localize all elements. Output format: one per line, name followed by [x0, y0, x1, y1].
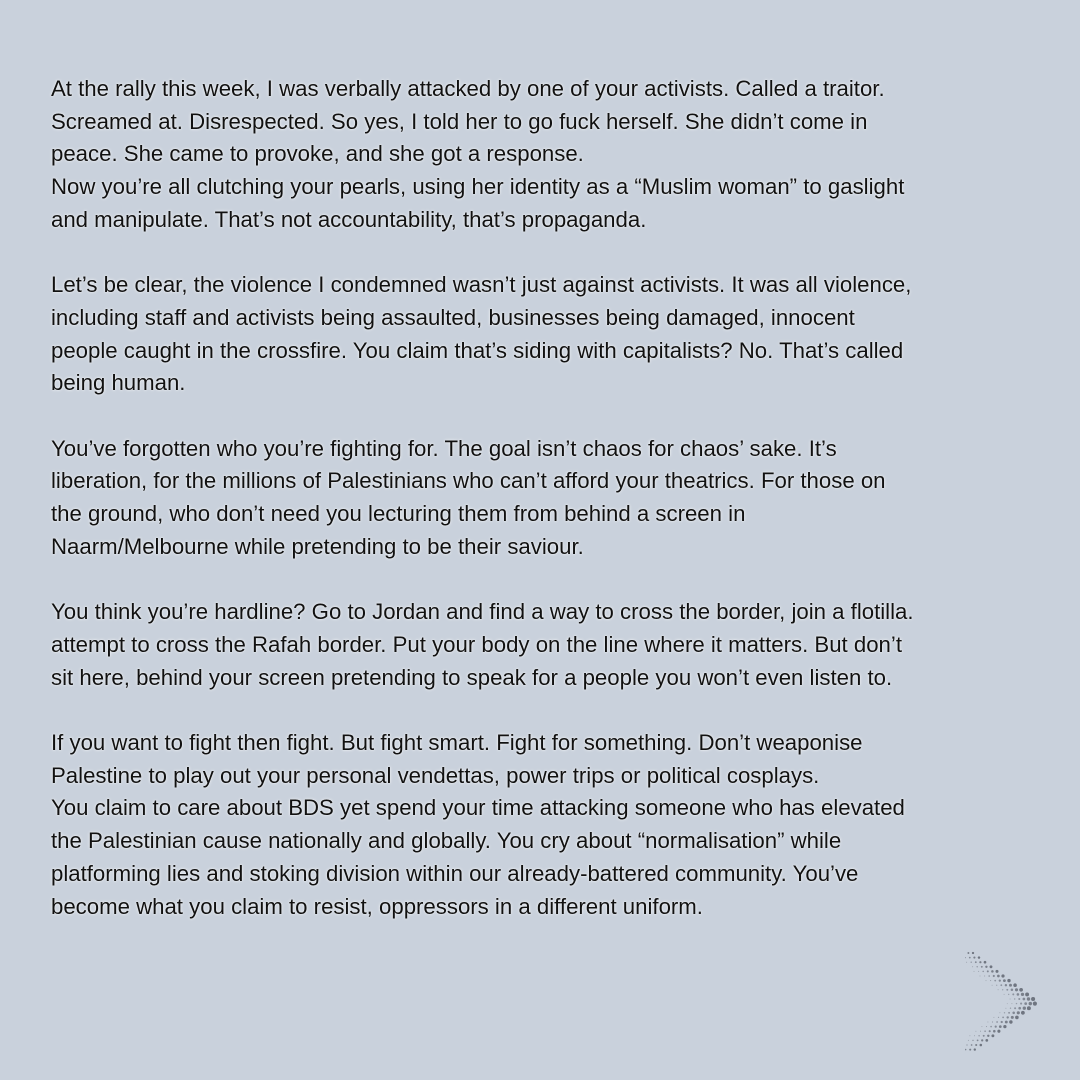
- text-line: sit here, behind your screen pretending to speak for a people you won’t even listen to.: [51, 664, 893, 690]
- statement-text: [51, 73, 1041, 956]
- text-line: become what you claim to resist, oppressors in a different uniform.: [51, 893, 703, 919]
- paragraph-1: [51, 73, 1041, 237]
- paragraph-2: [51, 269, 1041, 400]
- paragraph-4: [51, 596, 1041, 694]
- text-line: Naarm/Melbourne while pretending to be their saviour.: [51, 533, 584, 559]
- text-line: You think you’re hardline? Go to Jordan and find a way to cross the border, join a flotilla.: [51, 599, 914, 625]
- dotted-chevron-right-icon[interactable]: [965, 950, 1055, 1060]
- paragraph-3: [51, 433, 1041, 564]
- text-line: attempt to cross the Rafah border. Put your body on the line where it matters. But don’t: [51, 631, 902, 657]
- paragraph-5: [51, 727, 1041, 923]
- text-line: At the rally this week, I was verbally attacked by one of your activists. Called a traitor.: [51, 76, 885, 101]
- text-line: the ground, who don’t need you lecturing them from behind a screen in: [51, 501, 746, 527]
- text-line: Now you’re all clutching your pearls, using her identity as a “Muslim woman” to gaslight: [51, 174, 905, 200]
- text-line: liberation, for the millions of Palestinians who can’t afford your theatrics. For those on: [51, 468, 886, 494]
- text-line: peace. She came to provoke, and she got a response.: [51, 141, 584, 167]
- text-line: and manipulate. That’s not accountability, that’s propaganda.: [51, 206, 647, 232]
- text-line: platforming lies and stoking division within our already-battered community. You’ve: [51, 860, 859, 886]
- text-line: people caught in the crossfire. You claim that’s siding with capitalists? No. That’s called: [51, 337, 904, 363]
- text-line: Screamed at. Disrespected. So yes, I told her to go fuck herself. She didn’t come in: [51, 108, 868, 134]
- text-line: If you want to fight then fight. But fight smart. Fight for something. Don’t weaponise: [51, 730, 863, 755]
- text-line: being human.: [51, 370, 186, 396]
- text-line: You’ve forgotten who you’re fighting for. The goal isn’t chaos for chaos’ sake. It’s: [51, 435, 837, 461]
- text-line: the Palestinian cause nationally and globally. You cry about “normalisation” while: [51, 828, 842, 854]
- text-line: Let’s be clear, the violence I condemned wasn’t just against activists. It was all violence,: [51, 272, 912, 298]
- text-line: You claim to care about BDS yet spend your time attacking someone who has elevated: [51, 795, 905, 821]
- text-line: including staff and activists being assaulted, businesses being damaged, innocent: [51, 304, 855, 330]
- text-line: Palestine to play out your personal vendettas, power trips or political cosplays.: [51, 762, 820, 788]
